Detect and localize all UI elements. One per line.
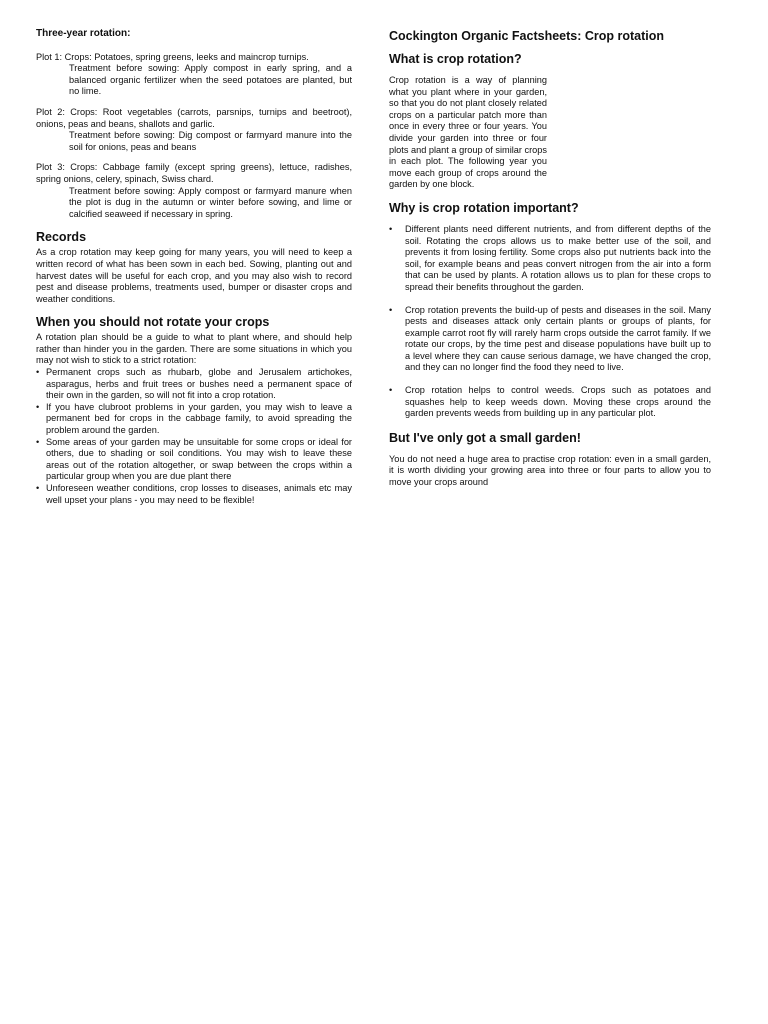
page-title: Cockington Organic Factsheets: Crop rotation — [389, 29, 665, 43]
plot-3 — [36, 162, 352, 220]
plot-label: Plot 3: — [36, 162, 65, 173]
list-item: • Some areas of your garden may be unsuitable for some crops or ideal for others, due to shading or soil conditions. You may wish to leave these areas out of the rotation altogether, or swap between the crops within a particular group when you are due plant there — [36, 437, 352, 483]
records-text: As a crop rotation may keep going for many years, you will need to keep a written record of what has been sown in each bed. Sowing, planting out and harvest dates will be useful for each crop, and you may also wish to record pest and disease problems, treatments used, bumper or disaster crops and weather conditions. — [36, 247, 352, 304]
plot-crops: Crops: Cabbage family (except spring greens), lettuce, radishes, spring onions, celery, spinach, Swiss chard. — [36, 162, 352, 184]
list-item: • If you have clubroot problems in your garden, you may wish to leave a permanent bed for crops in the cabbage family, to avoid spreading the problem around the garden. — [36, 402, 352, 437]
list-item: • Different plants need different nutrients, and from different depths of the soil. Rotating the crops allows us to make better use of the soil, and prevents it from losing fertility. Some crops also put nutrients back into the soil, for example beans and peas convert nitrogen from the air into a form that can be used by plants. A rotation allows us to plan for these crops to spread their benefits throughout the garden. — [389, 224, 711, 294]
plot-treatment: Treatment before sowing: Dig compost or farmyard manure into the soil for onions, peas and beans — [69, 130, 352, 152]
small-garden-text: You do not need a huge area to practise crop rotation: even in a small garden, it is worth dividing your growing area into three or four parts to allow you to move your crops around — [389, 453, 711, 488]
what-heading: What is crop rotation? — [389, 52, 522, 66]
list-item: • Unforeseen weather conditions, crop losses to diseases, animals etc may well upset your plans - you may need to be flexible! — [36, 483, 352, 506]
right-column — [389, 28, 711, 489]
not-rotate-text: A rotation plan should be a guide to what to plant where, and should help rather than hinder you in the garden. There are some situations in which you may not wish to stick to a strict rotation: — [36, 332, 352, 366]
plot-label: Plot 2: — [36, 106, 65, 117]
list-item: • Crop rotation helps to control weeds. Crops such as potatoes and squashes help to keep weeds down. Moving these crops around the garden prevents weeds from building up in any particular plot. — [389, 385, 711, 420]
why-list — [389, 224, 711, 420]
plot-treatment: Treatment before sowing: Apply compost or farmyard manure when the plot is dug in the autumn or winter before sowing, and lime or calcified seaweed if necessary in spring. — [69, 185, 352, 219]
why-heading: Why is crop rotation important? — [389, 200, 579, 215]
what-text: Crop rotation is a way of planning what you plant where in your garden, so that you do not plant closely related crops on a particular patch more than once in every three or four years. You divide your garden into three or four plots and plant a group of similar crops in each plot. The following year you move each group of crops around the garden by one block. — [389, 75, 547, 190]
list-item: • Permanent crops such as rhubarb, globe and Jerusalem artichokes, asparagus, herbs and fruit trees or bushes need a permanent space of their own in the garden, so will not fit into a crop rotation. — [36, 367, 352, 402]
not-rotate-heading: When you should not rotate your crops — [36, 315, 270, 330]
records-heading: Records — [36, 230, 87, 245]
plot-2 — [36, 107, 352, 153]
plot-crops: Crops: Root vegetables (carrots, parsnips, turnips and beetroot), onions, peas and beans, shallots and garlic. — [36, 106, 352, 129]
left-column — [36, 28, 352, 506]
plot-treatment: Treatment before sowing: Apply compost in early spring, and a balanced organic fertilizer when the seed potatoes are planted, but no lime. — [69, 63, 352, 97]
small-garden-heading: But I've only got a small garden! — [389, 430, 581, 445]
plot-label: Plot 1: — [36, 51, 63, 62]
not-rotate-list — [36, 367, 352, 506]
list-item: • Crop rotation prevents the build-up of pests and diseases in the soil. Many pests and diseases attack only certain plants or groups of plants, for example carrot root fly will rarely harm crops outside the carrot family. If we rotate our crops, by the time pest and disease populations have built up to a level where they can cause serious damage, we have changed the crop, and they can no longer find the food they need to live. — [389, 305, 711, 375]
plot-crops: Crops: Potatoes, spring greens, leeks and maincrop turnips. — [64, 51, 309, 62]
plot-1 — [36, 52, 352, 98]
three-year-rotation-heading: Three-year rotation: — [36, 28, 131, 39]
